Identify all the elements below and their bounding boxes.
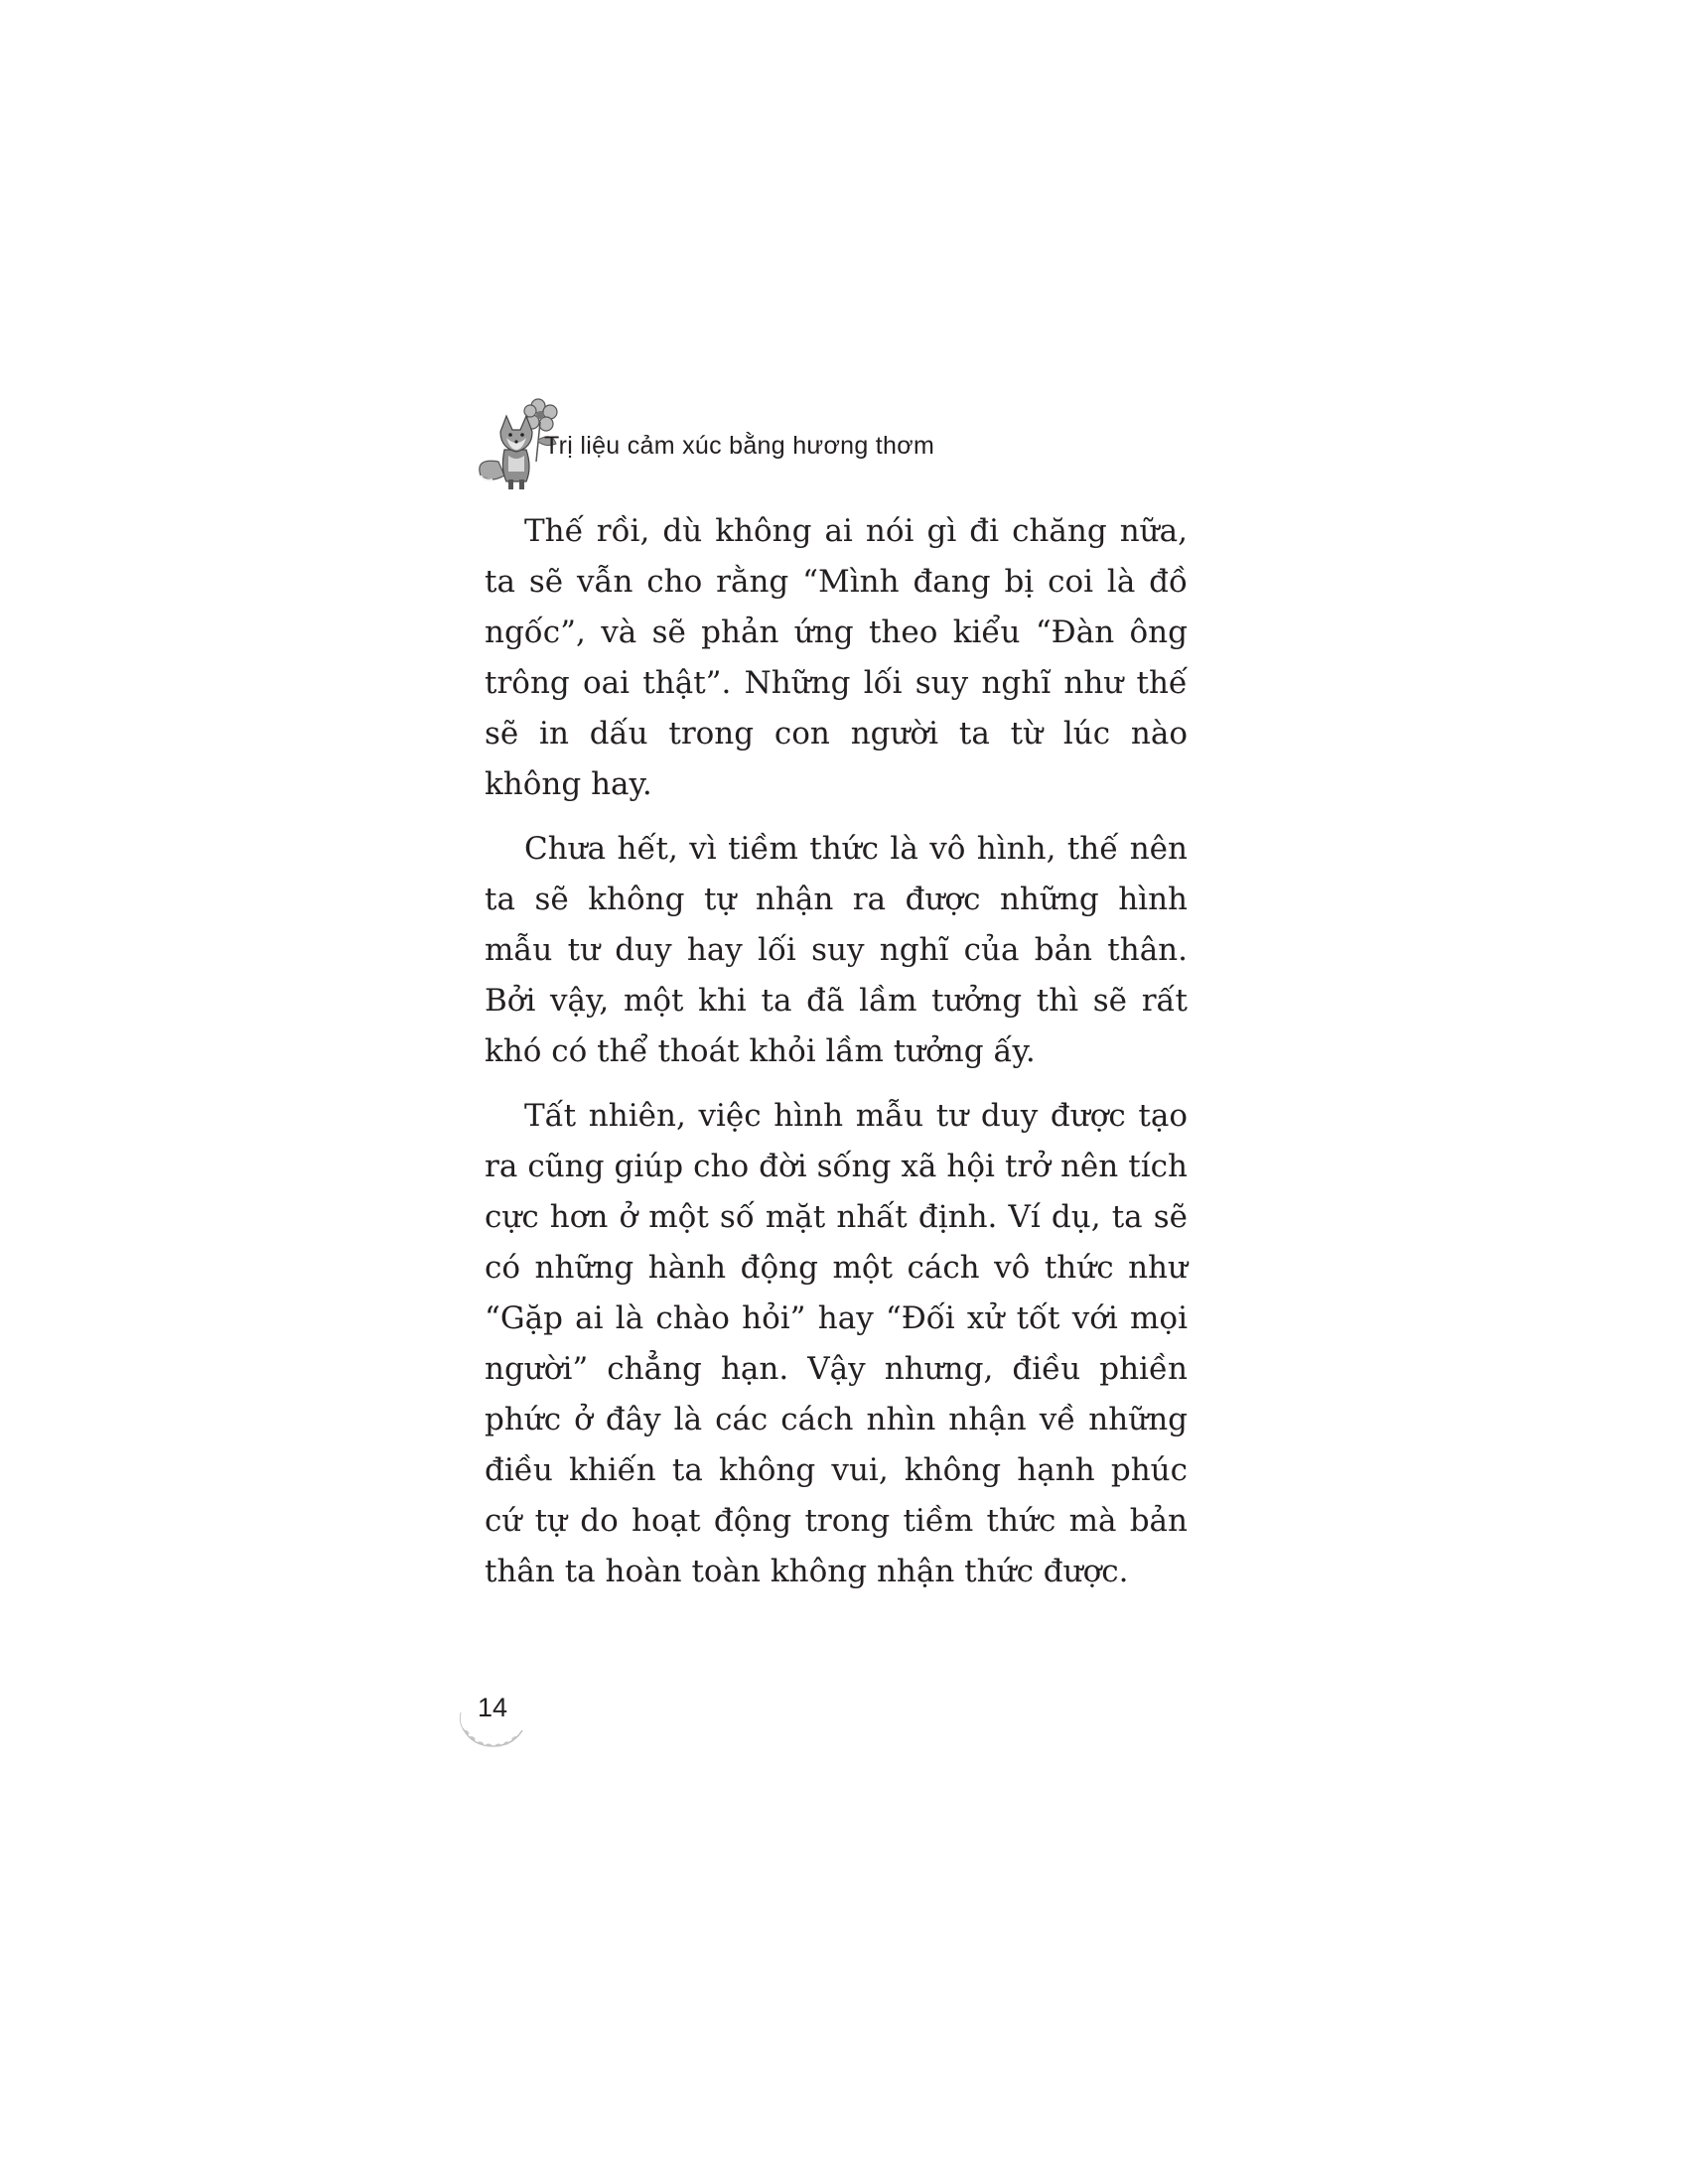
paragraph: Tất nhiên, việc hình mẫu tư duy được tạo ra cũng giúp cho đời sống xã hội trở nên tích cực hơn ở một số mặt nhất định. Ví dụ, ta sẽ có những hành động một cách vô thức như “Gặp ai là chào hỏi” hay “Đối xử tốt với mọi người” chẳng hạn. Vậy nhưng, điều phiền phức ở đây là các cách nhìn nhận về những điều khiến ta không vui, không hạnh phúc cứ tự do hoạt động trong tiềm thức mà bản thân ta hoàn toàn không nhận thức được. bbox=[485, 1098, 1188, 1589]
page-number-block bbox=[453, 1673, 532, 1752]
paragraph: Chưa hết, vì tiềm thức là vô hình, thế nên ta sẽ không tự nhận ra được những hình mẫu tư duy hay lối suy nghĩ của bản thân. Bởi vậy, một khi ta đã lầm tưởng thì sẽ rất khó có thể thoát khỏi lầm tưởng ấy. bbox=[485, 831, 1188, 1069]
running-header bbox=[457, 392, 1211, 501]
body-text bbox=[485, 506, 1188, 1611]
page-number: 14 bbox=[477, 1693, 508, 1722]
running-header-title: Trị liệu cảm xúc bằng hương thơm bbox=[544, 432, 935, 460]
paragraph: Thế rồi, dù không ai nói gì đi chăng nữa, ta sẽ vẫn cho rằng “Mình đang bị coi là đồ ngốc”, và sẽ phản ứng theo kiểu “Đàn ông trông oai thật”. Những lối suy nghĩ như thế sẽ in dấu trong con người ta từ lúc nào không hay. bbox=[485, 513, 1188, 802]
